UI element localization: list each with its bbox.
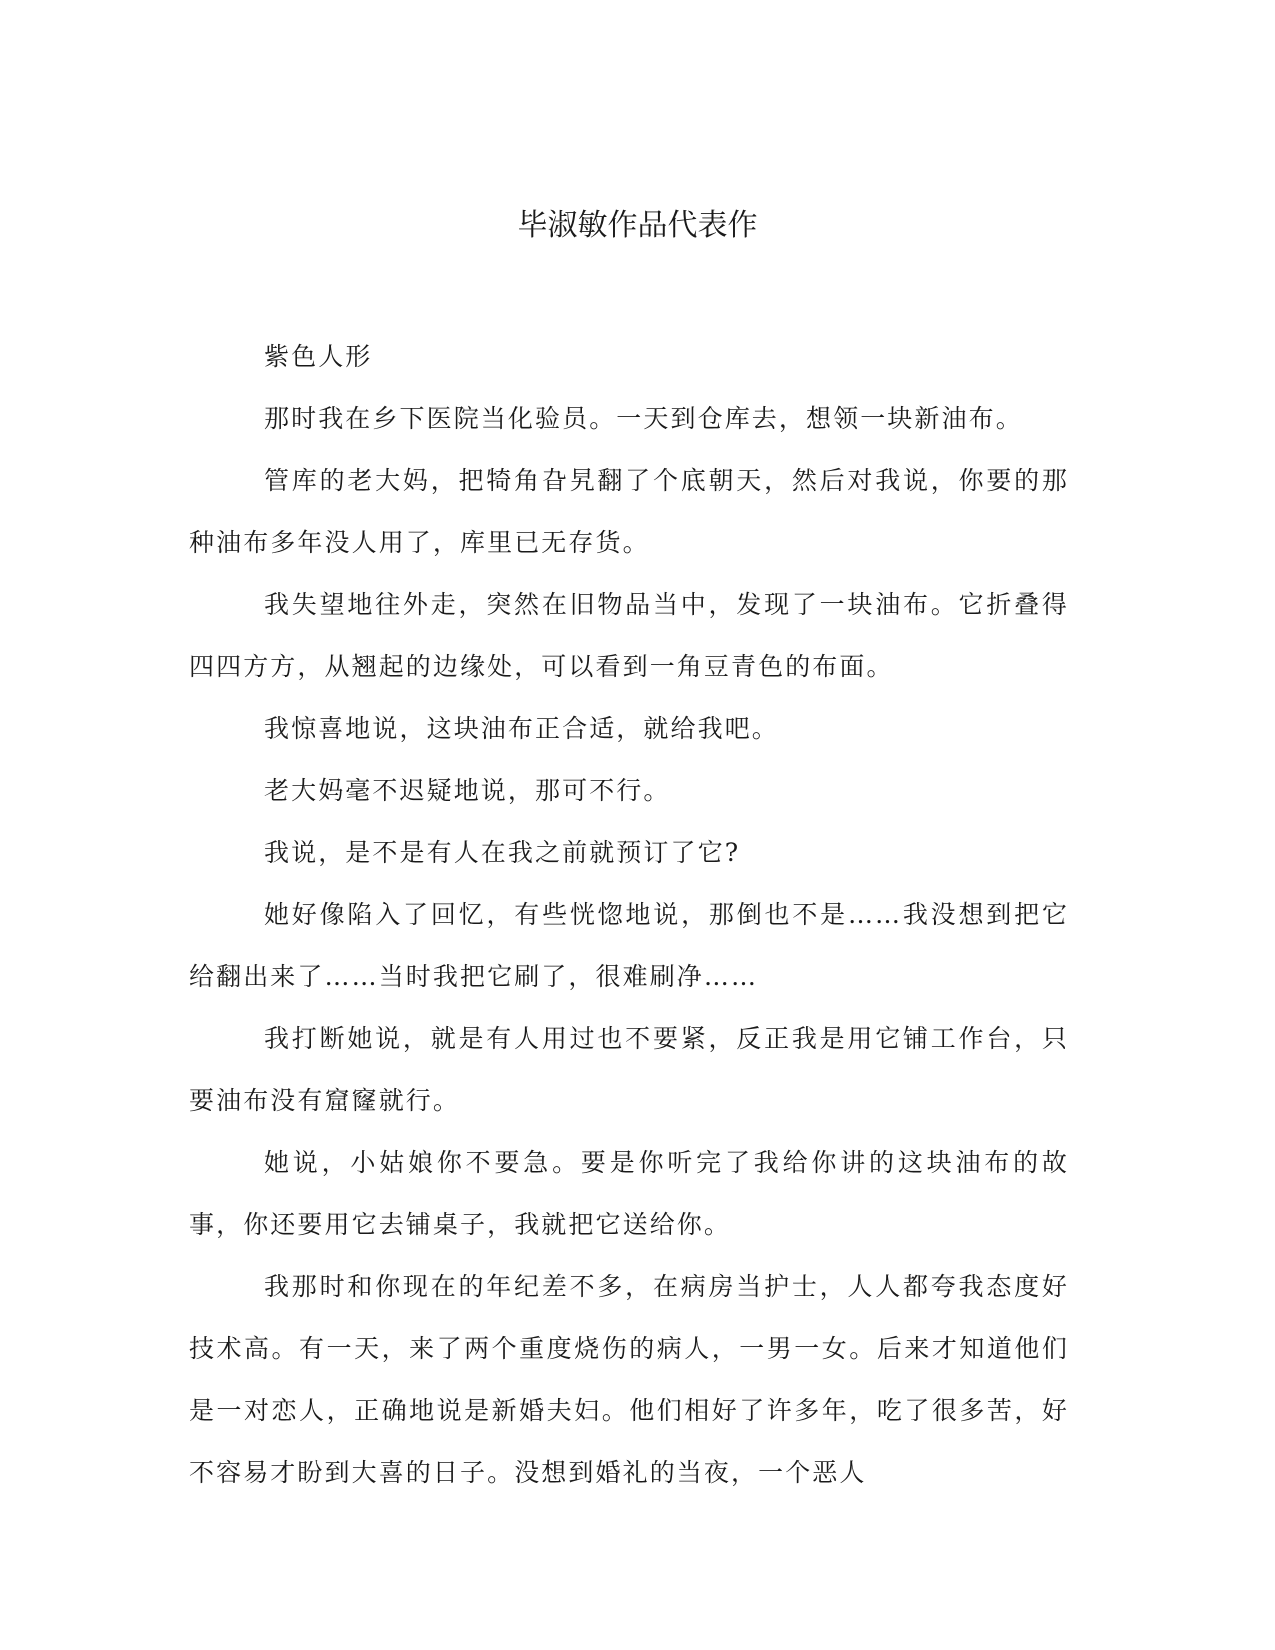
paragraph: 我打断她说，就是有人用过也不要紧，反正我是用它铺工作台，只要油布没有窟窿就行。 — [189, 1024, 1069, 1115]
paragraph: 她好像陷入了回忆，有些恍惚地说，那倒也不是……我没想到把它给翻出来了……当时我把它刷了，很难刷净…… — [189, 900, 1069, 991]
paragraph: 那时我在乡下医院当化验员。一天到仓库去，想领一块新油布。 — [264, 404, 1023, 433]
document-title: 毕淑敏作品代表作 — [517, 208, 758, 243]
paragraph: 管库的老大妈，把犄角旮旯翻了个底朝天，然后对我说，你要的那种油布多年没人用了，库里已无存货。 — [189, 466, 1069, 557]
paragraph: 我失望地往外走，突然在旧物品当中，发现了一块油布。它折叠得四四方方，从翘起的边缘处，可以看到一角豆青色的布面。 — [189, 590, 1069, 681]
paragraph: 她说，小姑娘你不要急。要是你听完了我给你讲的这块油布的故事，你还要用它去铺桌子，我就把它送给你。 — [189, 1148, 1069, 1239]
section-heading: 紫色人形 — [264, 342, 373, 371]
paragraph: 老大妈毫不迟疑地说，那可不行。 — [264, 776, 671, 805]
paragraph: 我惊喜地说，这块油布正合适，就给我吧。 — [264, 714, 779, 743]
paragraph: 我说，是不是有人在我之前就预订了它? — [264, 838, 741, 867]
document-body — [189, 326, 1069, 1504]
paragraph: 我那时和你现在的年纪差不多，在病房当护士，人人都夸我态度好技术高。有一天，来了两个重度烧伤的病人，一男一女。后来才知道他们是一对恋人，正确地说是新婚夫妇。他们相好了许多年，吃了很多苦，好不容易才盼到大喜的日子。没想到婚礼的当夜，一个恶人 — [189, 1272, 1069, 1487]
